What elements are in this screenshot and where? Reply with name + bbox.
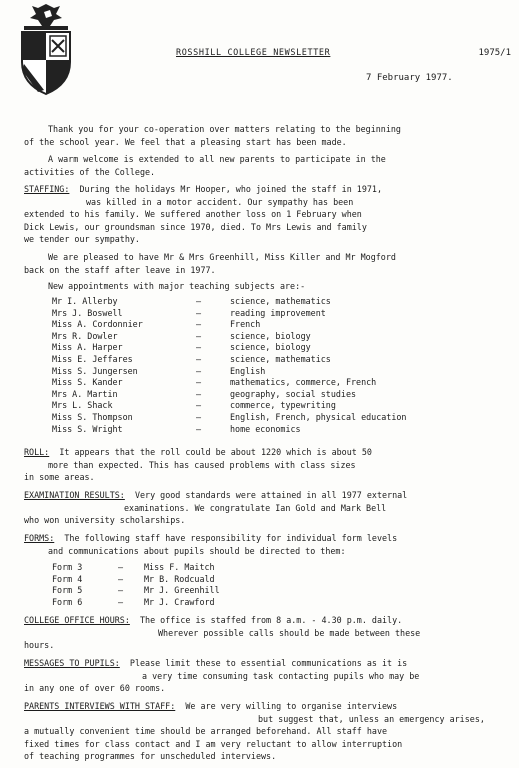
office-line: Wherever possible calls should be made between these <box>158 627 421 638</box>
office-line: hours. <box>24 640 55 651</box>
teacher-name: Miss S. Kander <box>52 377 123 388</box>
form-teacher: Mr J. Greenhill <box>144 585 220 596</box>
dash-separator: – <box>196 411 202 422</box>
teacher-subjects: geography, social studies <box>230 388 357 399</box>
forms-heading: FORMS: <box>24 533 55 543</box>
college-crest-logo <box>16 4 76 96</box>
exam-line: who won university scholarships. <box>24 515 186 526</box>
teacher-name: Mrs J. Boswell <box>52 307 123 318</box>
staffing-line: we tender our sympathy. <box>24 234 140 245</box>
appointment-row <box>52 331 406 343</box>
forms-line: The following staff have responsibility for individual form levels <box>64 533 398 543</box>
exam-line: Very good standards were attained in all 1977 external <box>134 490 408 500</box>
appointment-row <box>52 366 406 378</box>
dash-separator: – <box>118 562 124 572</box>
welcome-paragraph <box>24 153 514 178</box>
dash-separator: – <box>196 296 202 306</box>
forms-section <box>24 532 514 557</box>
dash-separator: – <box>196 377 202 388</box>
form-level: Form 3 <box>52 562 83 572</box>
roll-line: in some areas. <box>24 472 95 483</box>
appointment-row <box>52 424 406 436</box>
office-line: The office is staffed from 8 a.m. - 4.30 p.m. daily. <box>139 615 403 625</box>
messages-line: a very time consuming task contacting pupils who may be <box>142 670 420 681</box>
teacher-name: Miss S. Thompson <box>52 411 133 422</box>
teacher-name: Mr I. Allerby <box>52 296 118 306</box>
dash-separator: – <box>196 423 202 434</box>
teacher-name: Miss A. Harper <box>52 342 123 353</box>
teacher-subjects: reading improvement <box>230 307 326 318</box>
exam-line: examinations. We congratulate Ian Gold and Mark Bell <box>124 502 387 513</box>
form-row <box>52 562 220 574</box>
exam-results-section <box>24 489 514 527</box>
appointment-row <box>52 389 406 401</box>
staffing-line: Dick Lewis, our groundsman since 1970, died. To Mrs Lewis and family <box>24 221 367 232</box>
dash-separator: – <box>196 307 202 318</box>
dash-separator: – <box>118 585 124 596</box>
teacher-subjects: French <box>230 319 261 330</box>
welcome-line: A warm welcome is extended to all new parents to participate in the <box>48 154 386 164</box>
teacher-name: Miss A. Cordonnier <box>52 319 143 330</box>
teacher-subjects: English <box>230 365 266 376</box>
teacher-subjects: mathematics, commerce, French <box>230 377 377 388</box>
teacher-subjects: English, French, physical education <box>230 411 407 422</box>
dash-separator: – <box>196 365 202 376</box>
returning-line: We are pleased to have Mr & Mrs Greenhill, Miss Killer and Mr Mogford <box>48 252 396 262</box>
messages-line: Please limit these to essential communications as it is <box>129 658 408 668</box>
form-teacher: Mr J. Crawford <box>144 596 215 607</box>
dash-separator: – <box>196 319 202 330</box>
teacher-subjects: commerce, typewriting <box>230 400 336 411</box>
dash-separator: – <box>118 573 124 584</box>
appointment-row <box>52 377 406 389</box>
welcome-line: activities of the College. <box>24 166 156 177</box>
newsletter-date: 7 February 1977. <box>366 73 453 83</box>
appointment-row <box>52 296 406 308</box>
form-row <box>52 574 220 586</box>
roll-line: more than expected. This has caused problems with class sizes <box>48 459 356 470</box>
teacher-subjects: science, biology <box>230 330 311 341</box>
exam-heading: EXAMINATION RESULTS: <box>24 490 125 500</box>
appointment-row <box>52 400 406 412</box>
teacher-name: Miss E. Jeffares <box>52 353 133 364</box>
messages-heading: MESSAGES TO PUPILS: <box>24 658 120 668</box>
interviews-section <box>24 700 514 763</box>
roll-heading: ROLL: <box>24 447 50 457</box>
teacher-subjects: science, biology <box>230 342 311 353</box>
teacher-name: Miss S. Jungersen <box>52 365 138 376</box>
staffing-line: During the holidays Mr Hooper, who joined the staff in 1971, <box>79 184 383 194</box>
appointment-row <box>52 308 406 320</box>
appointments-list <box>52 296 406 435</box>
form-level: Form 6 <box>52 596 83 607</box>
newsletter-title: ROSSHILL COLLEGE NEWSLETTER <box>176 48 331 58</box>
staffing-section <box>24 183 514 246</box>
messages-section <box>24 657 514 695</box>
dash-separator: – <box>196 342 202 353</box>
dash-separator: – <box>196 330 202 341</box>
office-hours-section <box>24 614 514 652</box>
staffing-line: was killed in a motor accident. Our sympathy has been <box>86 196 354 207</box>
form-teachers-list <box>52 562 220 608</box>
interviews-line: a mutually convenient time should be arranged beforehand. All staff have <box>24 726 388 737</box>
teacher-name: Mrs R. Dowler <box>52 330 118 341</box>
appointment-row <box>52 412 406 424</box>
returning-staff-paragraph <box>24 251 514 276</box>
returning-line: back on the staff after leave in 1977. <box>24 264 216 275</box>
appointment-row <box>52 354 406 366</box>
forms-line: and communications about pupils should be directed to them: <box>48 545 346 556</box>
interviews-line: fixed times for class contact and I am very reluctant to allow interruption <box>24 738 403 749</box>
dash-separator: – <box>196 353 202 364</box>
interviews-line: but suggest that, unless an emergency arises, <box>258 713 485 724</box>
staffing-heading: STAFFING: <box>24 184 70 194</box>
form-teacher: Miss F. Maitch <box>144 562 215 572</box>
appointments-intro: New appointments with major teaching subjects are:- <box>48 281 306 291</box>
teacher-name: Mrs L. Shack <box>52 400 113 411</box>
staffing-line: extended to his family. We suffered another loss on 1 February when <box>24 209 362 220</box>
form-teacher: Mr B. Rodcuald <box>144 573 215 584</box>
dash-separator: – <box>118 596 124 607</box>
intro-paragraph <box>24 123 514 148</box>
appointment-row <box>52 342 406 354</box>
appointment-row <box>52 319 406 331</box>
newsletter-reference: 1975/1 <box>478 48 511 58</box>
teacher-name: Miss S. Wright <box>52 423 123 434</box>
interviews-heading: PARENTS INTERVIEWS WITH STAFF: <box>24 701 176 711</box>
interviews-line: We are very willing to organise interviews <box>185 701 398 711</box>
roll-line: It appears that the roll could be about 1220 which is about 50 <box>59 447 372 457</box>
office-heading: COLLEGE OFFICE HOURS: <box>24 615 130 625</box>
dash-separator: – <box>196 388 202 399</box>
intro-line: of the school year. We feel that a pleasing start has been made. <box>24 136 347 147</box>
form-row <box>52 585 220 597</box>
form-row <box>52 597 220 609</box>
teacher-subjects: science, mathematics <box>230 353 331 364</box>
teacher-name: Mrs A. Martin <box>52 388 118 399</box>
form-level: Form 4 <box>52 573 83 584</box>
messages-line: in any one of over 60 rooms. <box>24 683 166 694</box>
form-level: Form 5 <box>52 585 83 596</box>
interviews-line: of teaching programmes for unscheduled interviews. <box>24 751 277 762</box>
teacher-subjects: science, mathematics <box>230 296 331 306</box>
intro-line: Thank you for your co-operation over matters relating to the beginning <box>48 124 401 134</box>
teacher-subjects: home economics <box>230 423 301 434</box>
roll-section <box>24 446 514 484</box>
dash-separator: – <box>196 400 202 411</box>
